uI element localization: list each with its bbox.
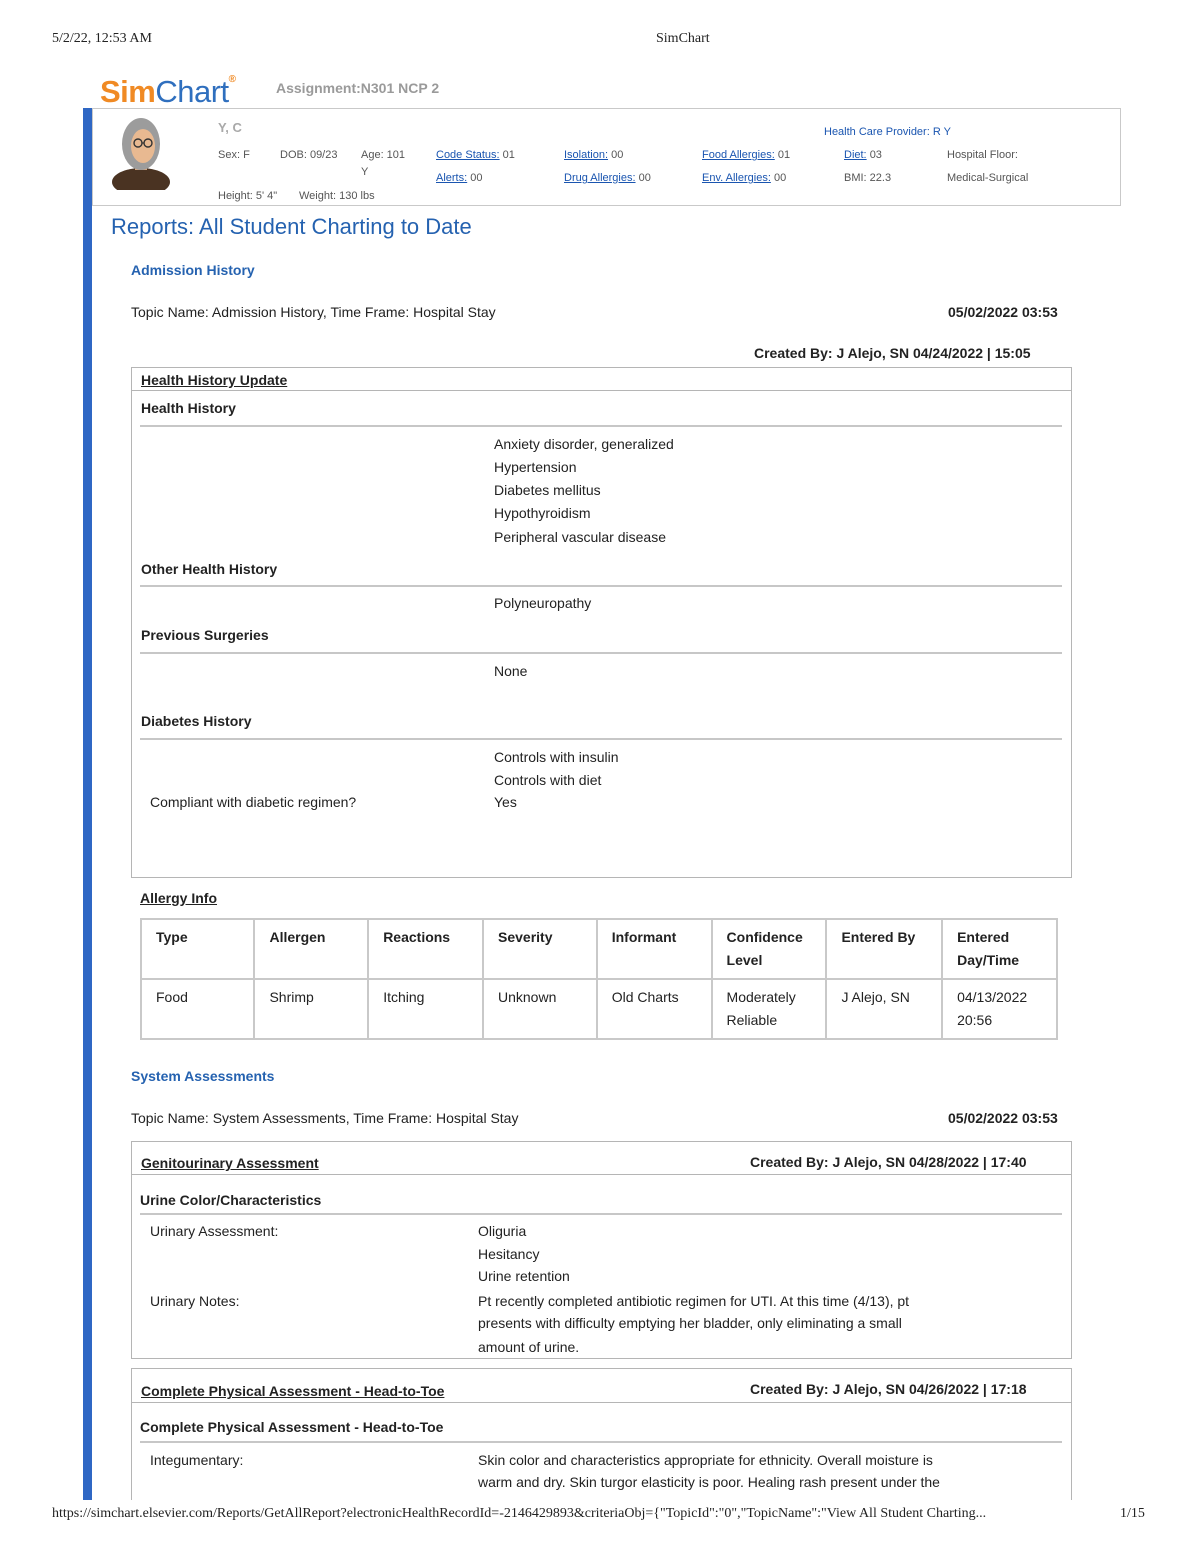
system-topic: Topic Name: System Assessments, Time Frame: Hospital Stay <box>131 1110 519 1126</box>
previous-surgeries-label: Previous Surgeries <box>141 627 269 643</box>
divider <box>131 390 1072 391</box>
allergy-table <box>140 918 1058 1040</box>
health-history-update-title: Health History Update <box>141 372 288 388</box>
report-title: Reports: All Student Charting to Date <box>111 214 472 239</box>
health-history-item: Hypertension <box>494 459 577 475</box>
health-history-item: Diabetes mellitus <box>494 482 601 498</box>
genitourinary-title: Genitourinary Assessment <box>141 1155 319 1171</box>
drug-allergies[interactable]: Drug Allergies: 00 <box>564 172 651 184</box>
system-assessments-title: System Assessments <box>131 1068 275 1084</box>
divider <box>131 1402 1072 1403</box>
diet[interactable]: Diet: 03 <box>844 149 882 161</box>
column-header: Type <box>141 919 254 979</box>
admission-history-title: Admission History <box>131 262 255 278</box>
left-accent-bar <box>83 108 92 1503</box>
divider <box>140 585 1062 587</box>
alerts[interactable]: Alerts: 00 <box>436 172 483 184</box>
patient-age: Age: 101 <box>361 149 406 161</box>
patient-age-unit: Y <box>361 166 369 178</box>
divider <box>140 652 1062 654</box>
hospital-floor-label: Hospital Floor: <box>947 149 1018 161</box>
other-health-history-value: Polyneuropathy <box>494 595 592 611</box>
urinary-notes-label: Urinary Notes: <box>150 1293 240 1309</box>
column-header: Entered Day/Time <box>942 919 1057 979</box>
allergy-header-row <box>141 919 1057 979</box>
bmi: BMI: 22.3 <box>844 172 892 184</box>
table-cell: Unknown <box>483 979 597 1039</box>
hospital-floor-value: Medical-Surgical <box>947 172 1029 184</box>
divider <box>140 1213 1062 1215</box>
other-health-history-label: Other Health History <box>141 561 278 577</box>
admission-date: 05/02/2022 03:53 <box>948 304 1058 320</box>
column-header: Informant <box>597 919 712 979</box>
print-page-number: 1/15 <box>1120 1506 1145 1521</box>
table-cell: Food <box>141 979 254 1039</box>
food-allergies[interactable]: Food Allergies: 01 <box>702 149 791 161</box>
table-cell: Old Charts <box>597 979 712 1039</box>
column-header: Allergen <box>254 919 368 979</box>
integumentary-line: warm and dry. Skin turgor elasticity is poor. Healing rash present under the <box>478 1474 940 1490</box>
urinary-assessment-item: Oliguria <box>478 1223 527 1239</box>
admission-topic: Topic Name: Admission History, Time Frame: Hospital Stay <box>131 304 496 320</box>
patient-weight: Weight: 130 lbs <box>299 190 375 202</box>
allergy-info-title: Allergy Info <box>140 890 218 906</box>
patient-sex: Sex: F <box>218 149 250 161</box>
health-history-item: Anxiety disorder, generalized <box>494 436 674 452</box>
physical-assessment-title: Complete Physical Assessment - Head-to-Toe <box>141 1383 445 1399</box>
table-cell: Shrimp <box>254 979 368 1039</box>
health-history-label: Health History <box>141 400 236 416</box>
compliant-answer: Yes <box>494 794 517 810</box>
physical-assessment-sub: Complete Physical Assessment - Head-to-Toe <box>140 1419 444 1435</box>
divider <box>140 738 1062 740</box>
patient-name: Y, C <box>218 120 242 135</box>
system-date: 05/02/2022 03:53 <box>948 1110 1058 1126</box>
patient-avatar-icon <box>111 114 171 190</box>
diabetes-item: Controls with diet <box>494 772 602 788</box>
admission-created-by: Created By: J Alejo, SN 04/24/2022 | 15:05 <box>754 345 1031 361</box>
table-cell: 04/13/2022 20:56 <box>942 979 1057 1039</box>
isolation[interactable]: Isolation: 00 <box>564 149 624 161</box>
table-cell: Itching <box>368 979 483 1039</box>
health-care-provider: Health Care Provider: R Y <box>824 126 951 138</box>
patient-dob: DOB: 09/23 <box>280 149 338 161</box>
urinary-assessment-item: Urine retention <box>478 1268 570 1284</box>
simchart-logo: SimChart® <box>100 74 236 109</box>
column-header: Reactions <box>368 919 483 979</box>
print-datetime: 5/2/22, 12:53 AM <box>52 31 152 46</box>
column-header: Entered By <box>826 919 942 979</box>
genitourinary-created-by: Created By: J Alejo, SN 04/28/2022 | 17:40 <box>750 1154 1027 1170</box>
urine-characteristics-label: Urine Color/Characteristics <box>140 1192 322 1208</box>
previous-surgeries-value: None <box>494 663 528 679</box>
urinary-notes-line: Pt recently completed antibiotic regimen for UTI. At this time (4/13), pt <box>478 1293 910 1309</box>
column-header: Confidence Level <box>712 919 827 979</box>
divider <box>140 1441 1062 1443</box>
integumentary-line: Skin color and characteristics appropriate for ethnicity. Overall moisture is <box>478 1452 933 1468</box>
divider <box>140 425 1062 427</box>
table-cell: Moderately Reliable <box>712 979 827 1039</box>
integumentary-label: Integumentary: <box>150 1452 244 1468</box>
health-history-item: Peripheral vascular disease <box>494 529 666 545</box>
urinary-assessment-label: Urinary Assessment: <box>150 1223 279 1239</box>
table-row <box>141 979 1057 1039</box>
diabetes-history-label: Diabetes History <box>141 713 252 729</box>
urinary-notes-line: presents with difficulty emptying her bladder, only eliminating a small <box>478 1315 902 1331</box>
print-title: SimChart <box>656 31 710 46</box>
env-allergies[interactable]: Env. Allergies: 00 <box>702 172 787 184</box>
divider <box>131 1174 1072 1175</box>
urinary-notes-line: amount of urine. <box>478 1339 580 1355</box>
print-url: https://simchart.elsevier.com/Reports/GetAllReport?electronicHealthRecordId=-2146429893&criteriaObj={"TopicId":"0","TopicName":"View All Student Charting... <box>52 1506 987 1521</box>
patient-height: Height: 5' 4" <box>218 190 278 202</box>
urinary-assessment-item: Hesitancy <box>478 1246 540 1262</box>
diabetes-item: Controls with insulin <box>494 749 619 765</box>
table-cell: J Alejo, SN <box>826 979 942 1039</box>
health-history-item: Hypothyroidism <box>494 505 591 521</box>
compliant-question: Compliant with diabetic regimen? <box>150 794 357 810</box>
physical-assessment-created-by: Created By: J Alejo, SN 04/26/2022 | 17:18 <box>750 1381 1027 1397</box>
code-status[interactable]: Code Status: 01 <box>436 149 515 161</box>
column-header: Severity <box>483 919 597 979</box>
assignment-label: Assignment:N301 NCP 2 <box>276 80 440 96</box>
